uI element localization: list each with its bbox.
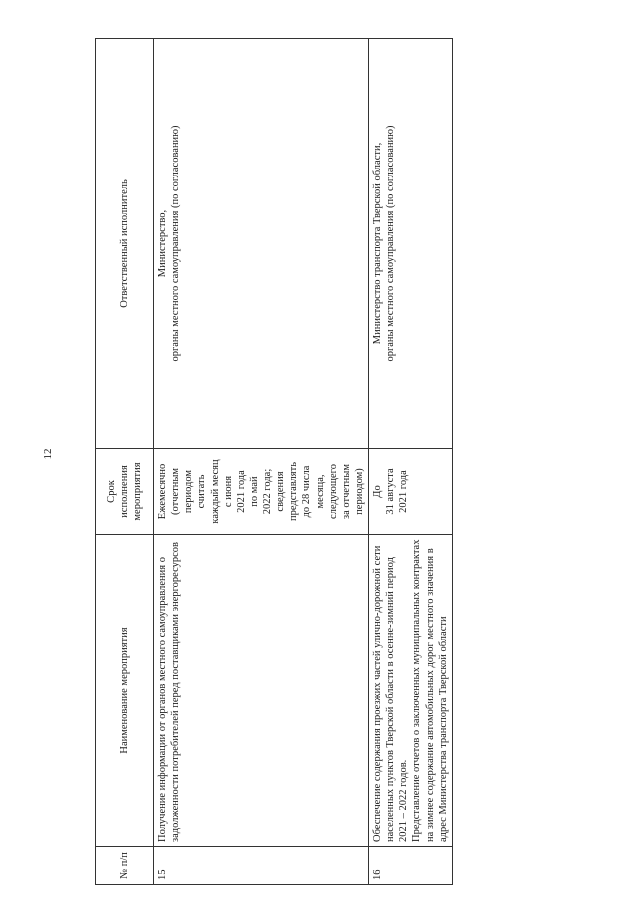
row-name: Получение информации от органов местного самоуправления о задолженности потребителей перед поставщиками энергоресурсов	[154, 535, 369, 847]
row-name: Обеспечение содержания проезжих частей улично-дорожной сети населенных пунктов Тверской области в осенне-зимний период 2021 – 2022 годов. Представление отчетов о заключенных муниципальных контрактах на зимнее содержание автомобильных дорог местного значения в адрес Министерства транспорта Тверской области	[369, 535, 453, 847]
page-number: 12	[42, 448, 54, 460]
header-executor: Ответственный исполнитель	[96, 39, 154, 449]
table-header-row	[96, 39, 154, 885]
row-executor: Министерство транспорта Тверской области, органы местного самоуправления (по согласованию)	[369, 39, 453, 449]
row-term: Ежемесячно (отчетным периодом считать каждый месяц с июня 2021 года по май 2022 года; сведения представлять до 28 числа месяца, следующего за отчетным периодом)	[154, 449, 369, 535]
events-table	[95, 38, 453, 885]
row-executor: Министерство, органы местного самоуправления (по согласованию)	[154, 39, 369, 449]
row-term: До 31 августа 2021 года	[369, 449, 453, 535]
row-num: 15	[154, 847, 369, 885]
header-num: № п/п	[96, 847, 154, 885]
header-term: Срок исполнения мероприятия	[96, 449, 154, 535]
table-row	[154, 39, 369, 885]
header-name: Наименование мероприятия	[96, 535, 154, 847]
rotated-table-container	[95, 39, 449, 885]
row-num: 16	[369, 847, 453, 885]
table-row	[369, 39, 453, 885]
